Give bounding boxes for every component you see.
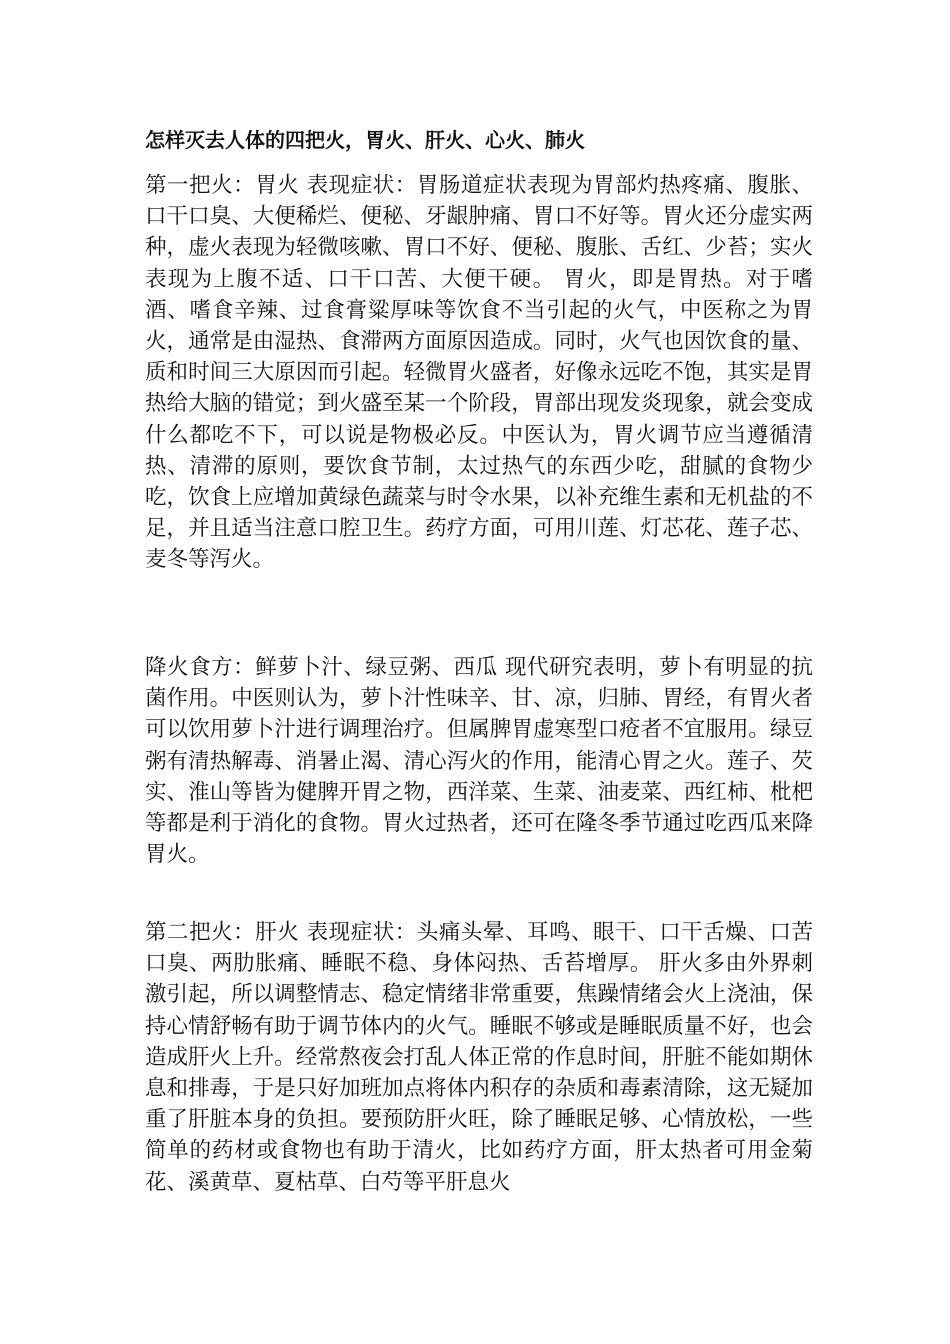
paragraph-stomach-fire: 第一把火：胃火 表现症状：胃肠道症状表现为胃部灼热疼痛、腹胀、口干口臭、大便稀烂、便秘、牙龈肿痛、胃口不好等。胃火还分虚实两种，虚火表现为轻微咳嗽、胃口不好、便秘、腹胀、舌红、少苔；实火表现为上腹不适、口干口苦、大便干硬。 胃火，即是胃热。对于嗜酒、嗜食辛辣、过食膏粱厚味等饮食不当引起的火气，中医称之为胃火，通常是由湿热、食滞两方面原因造成。同时，火气也因饮食的量、质和时间三大原因而引起。轻微胃火盛者，好像永远吃不饱，其实是胃热给大脑的错觉；到火盛至某一个阶段，胃部出现发炎现象，就会变成什么都吃不下，可以说是物极必反。中医认为，胃火调节应当遵循清热、清滞的原则，要饮食节制，太过热气的东西少吃，甜腻的食物少吃，饮食上应增加黄绿色蔬菜与时令水果，以补充维生素和无机盐的不足，并且适当注意口腔卫生。药疗方面，可用川莲、灯芯花、莲子芯、麦冬等泻火。 <box>145 173 813 573</box>
document-title: 怎样灭去人体的四把火，胃火、肝火、心火、肺火 <box>145 128 585 152</box>
paragraph-cooling-recipes: 降火食方：鲜萝卜汁、绿豆粥、西瓜 现代研究表明，萝卜有明显的抗菌作用。中医则认为，萝卜汁性味辛、甘、凉，归肺、胃经，有胃火者可以饮用萝卜汁进行调理治疗。但属脾胃虚寒型口疮者不宜服用。绿豆粥有清热解毒、消暑止渴、清心泻火的作用，能清心胃之火。莲子、芡实、淮山等皆为健脾开胃之物，西洋菜、生菜、油麦菜、西红柿、枇杷等都是利于消化的食物。胃火过热者，还可在隆冬季节通过吃西瓜来降胃火。 <box>145 655 813 868</box>
paragraph-liver-fire: 第二把火：肝火 表现症状：头痛头晕、耳鸣、眼干、口干舌燥、口苦口臭、两肋胀痛、睡眠不稳、身体闷热、舌苔增厚。 肝火多由外界刺激引起，所以调整情志、稳定情绪非常重要，焦躁情绪会火上浇油，保持心情舒畅有助于调节体内的火气。睡眠不够或是睡眠质量不好，也会造成肝火上升。经常熬夜会打乱人体正常的作息时间，肝脏不能如期休息和排毒，于是只好加班加点将体内积存的杂质和毒素清除，这无疑加重了肝脏本身的负担。要预防肝火旺，除了睡眠足够、心情放松，一些简单的药材或食物也有助于清火，比如药疗方面，肝太热者可用金菊花、溪黄草、夏枯草、白芍等平肝息火 <box>145 920 813 1195</box>
